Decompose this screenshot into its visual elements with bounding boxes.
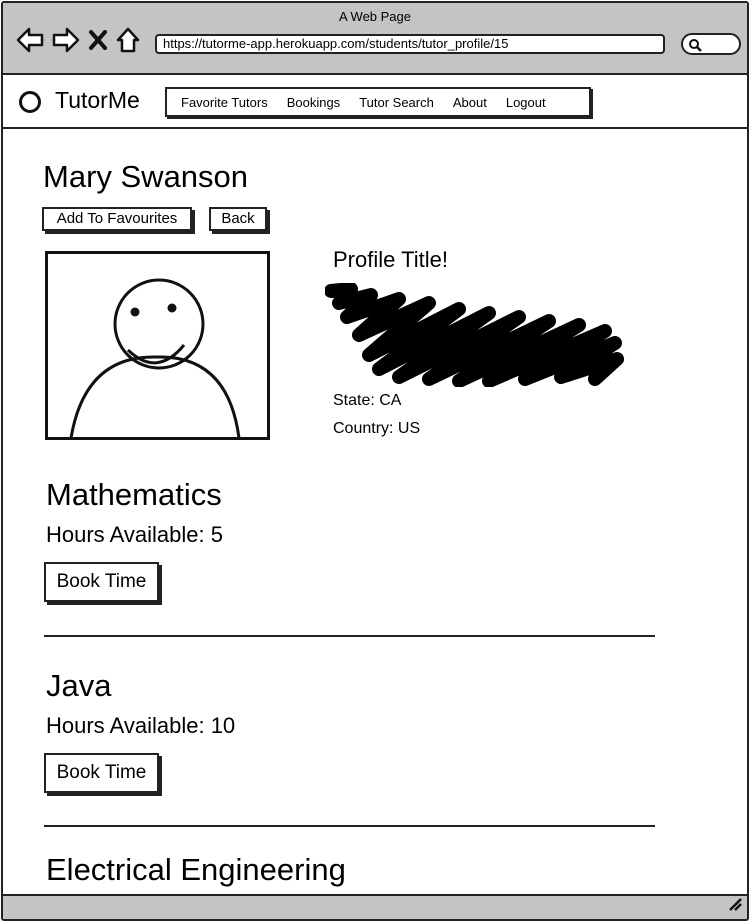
resize-grip-icon[interactable]	[727, 896, 743, 917]
menu-item-tutor-search[interactable]: Tutor Search	[359, 94, 434, 110]
profile-title: Profile Title!	[333, 247, 448, 272]
menu-item-bookings[interactable]: Bookings	[286, 94, 341, 110]
url-input[interactable]: https://tutorme-app.herokuapp.com/students/tutor_profile/15	[155, 34, 665, 54]
home-icon[interactable]	[115, 26, 141, 54]
brand-name[interactable]: TutorMe	[55, 87, 140, 113]
status-bar	[3, 894, 747, 919]
browser-toolbar	[3, 3, 747, 75]
book-time-button[interactable]: Book Time	[44, 753, 159, 793]
state-text: State: CA	[333, 392, 402, 409]
browser-window	[1, 1, 749, 921]
menu-item-favorite-tutors[interactable]: Favorite Tutors	[181, 94, 268, 110]
hours-available-text: Hours Available: 5	[46, 522, 223, 547]
divider	[44, 635, 655, 637]
arrow-right-icon[interactable]	[51, 26, 81, 54]
main-menu	[165, 87, 591, 117]
browser-search-field[interactable]	[681, 33, 741, 55]
hours-available-text: Hours Available: 10	[46, 713, 236, 738]
browser-nav	[15, 25, 147, 55]
menu-item-about[interactable]: About	[452, 94, 487, 110]
arrow-left-icon[interactable]	[15, 26, 45, 54]
app-header	[3, 75, 747, 129]
tutor-name: Mary Swanson	[43, 159, 249, 194]
country-text: Country: US	[333, 420, 421, 437]
subject-title: Mathematics	[46, 477, 222, 512]
divider	[44, 825, 655, 827]
subject-title: Electrical Engineering	[46, 852, 346, 887]
subject-title: Java	[46, 668, 112, 703]
smiley-avatar-icon	[45, 251, 271, 446]
redacted-description	[325, 283, 625, 392]
window-title: A Web Page	[338, 9, 412, 24]
add-to-favourites-button[interactable]: Add To Favourites	[42, 207, 192, 231]
menu-item-logout[interactable]: Logout	[505, 94, 546, 110]
close-icon[interactable]	[87, 26, 109, 54]
book-time-button[interactable]: Book Time	[44, 562, 159, 602]
circle-logo-icon[interactable]	[19, 91, 41, 113]
back-button[interactable]: Back	[209, 207, 267, 231]
